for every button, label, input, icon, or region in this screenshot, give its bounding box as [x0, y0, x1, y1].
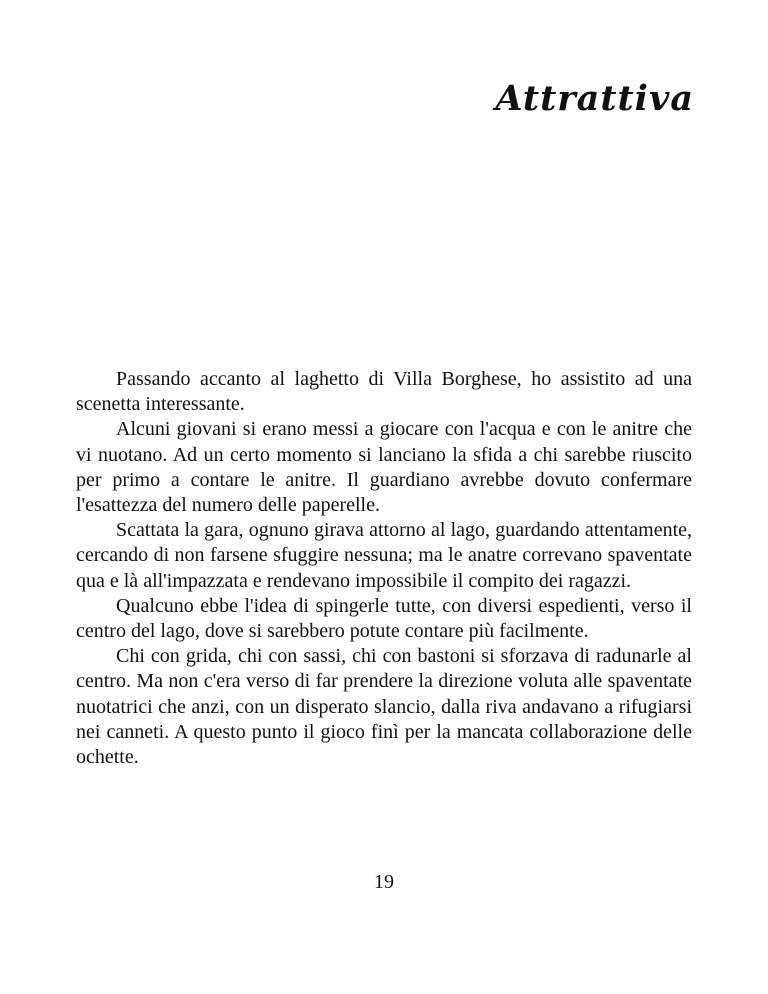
chapter-body [76, 367, 692, 770]
paragraph: Alcuni giovani si erano messi a giocare con l'acqua e con le anitre che vi nuotano. Ad un certo momento si lanciano la sfida a chi sarebbe riuscito per primo a contare le anitre. Il guardiano avrebbe dovuto confermare l'esattezza del numero delle paperelle. [76, 418, 692, 517]
paragraph: Qualcuno ebbe l'idea di spingerle tutte, con diversi espedienti, verso il centro del lago, dove si sarebbero potute contare più facilmente. [76, 594, 692, 643]
paragraph: Chi con grida, chi con sassi, chi con bastoni si sforzava di radunarle al centro. Ma non c'era verso di far prendere la direzione voluta alle spaventate nuotatrici che anzi, con un disperato slancio, dalla riva andavano a rifugiarsi nei canneti. A questo punto il gioco finì per la mancata collaborazione delle ochette. [76, 645, 692, 769]
paragraph: Passando accanto al laghetto di Villa Borghese, ho assistito ad una scenetta interessante. [76, 368, 692, 416]
page-number: 19 [374, 871, 394, 893]
chapter-title: Attrattiva [495, 78, 694, 119]
paragraph: Scattata la gara, ognuno girava attorno al lago, guardando attentamente, cercando di non farsene sfuggire nessuna; ma le anatre correvano spaventate qua e là all'impazzata e rendevano impossibile il compito dei ragazzi. [76, 519, 692, 592]
